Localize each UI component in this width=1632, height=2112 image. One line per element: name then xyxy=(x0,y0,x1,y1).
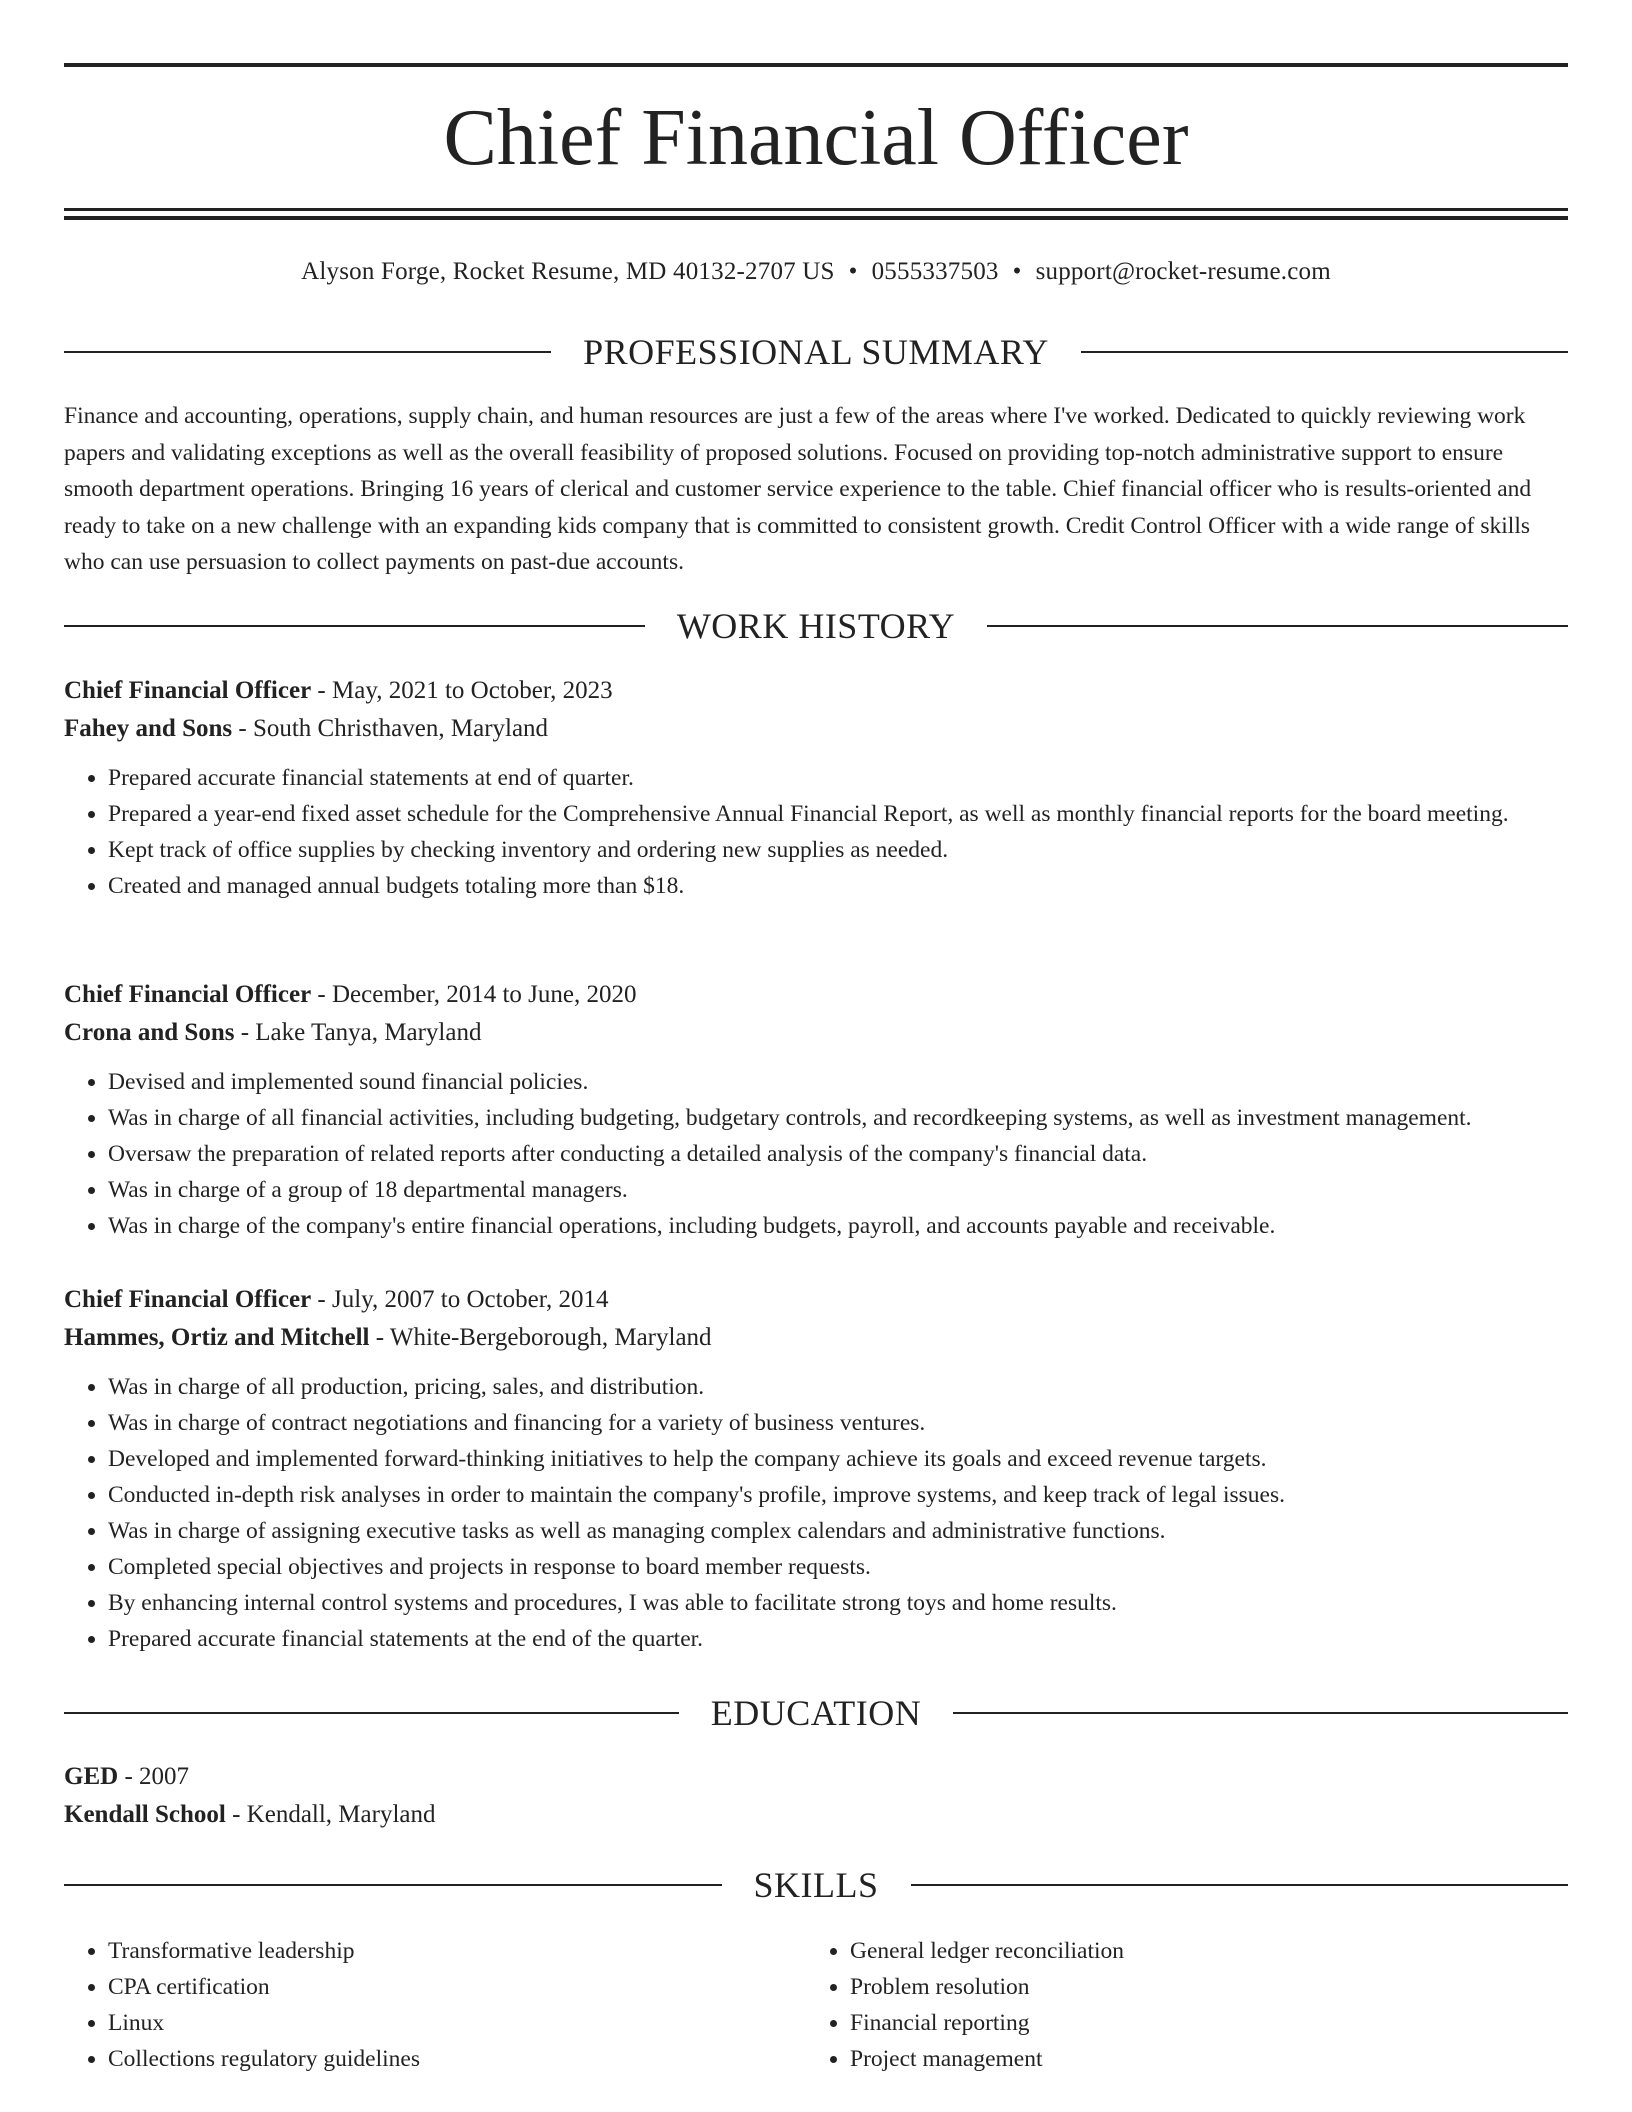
education-degree-line: GED - 2007 xyxy=(64,1763,190,1790)
job-role: Chief Financial Officer xyxy=(64,677,312,704)
job-company: Crona and Sons xyxy=(64,1019,235,1046)
job-dates: December, 2014 to June, 2020 xyxy=(332,981,637,1008)
divider-line xyxy=(64,1884,722,1886)
job-company-line: Hammes, Ortiz and Mitchell - White-Bergeborough, Maryland xyxy=(64,1324,712,1351)
skills-column-right xyxy=(806,1933,1548,2077)
skills-list xyxy=(64,1933,1568,2077)
job-bullet: • Devised and implemented sound financial policies. xyxy=(108,1064,1572,1100)
job-bullet: • Was in charge of all production, pricing, sales, and distribution. xyxy=(108,1369,1572,1405)
job-role: Chief Financial Officer xyxy=(64,1286,312,1313)
skill-item: • CPA certification xyxy=(108,1969,806,2005)
job-dates: May, 2021 to October, 2023 xyxy=(332,677,613,704)
job-entry-2 xyxy=(64,976,1572,1244)
section-title-education: EDUCATION xyxy=(710,1693,922,1733)
education-year: 2007 xyxy=(139,1763,190,1790)
job-bullet: • Was in charge of contract negotiations and financing for a variety of business ventures. xyxy=(108,1405,1572,1441)
job-bullet: • Prepared a year-end fixed asset schedule for the Comprehensive Annual Financial Report, as well as monthly financial reports for the board meeting. xyxy=(108,796,1572,832)
job-role: Chief Financial Officer xyxy=(64,981,312,1008)
contact-line xyxy=(64,252,1568,292)
title-double-rule xyxy=(64,208,1568,220)
job-bullets xyxy=(64,760,1572,904)
section-header-education xyxy=(64,1691,1568,1735)
contact-phone: 0555337503 xyxy=(871,258,999,285)
job-company-line: Crona and Sons - Lake Tanya, Maryland xyxy=(64,1019,482,1046)
section-title-skills: SKILLS xyxy=(753,1865,879,1905)
skill-item: • Problem resolution xyxy=(850,1969,1548,2005)
divider-line xyxy=(1081,351,1568,353)
job-bullets xyxy=(64,1369,1572,1657)
job-bullet: • Kept track of office supplies by checking inventory and ordering new supplies as needed. xyxy=(108,832,1572,868)
job-role-line: Chief Financial Officer - May, 2021 to October, 2023 xyxy=(64,677,613,704)
contact-separator: • xyxy=(848,258,858,285)
divider-line xyxy=(64,625,645,627)
job-bullet: • Completed special objectives and projects in response to board member requests. xyxy=(108,1549,1572,1585)
education-location: Kendall, Maryland xyxy=(246,1801,436,1828)
section-header-summary xyxy=(64,330,1568,374)
job-company-line: Fahey and Sons - South Christhaven, Maryland xyxy=(64,715,549,742)
job-bullet: • Was in charge of the company's entire financial operations, including budgets, payroll, and accounts payable and receivable. xyxy=(108,1208,1572,1244)
divider-line xyxy=(64,1712,679,1714)
education-degree: GED xyxy=(64,1763,119,1790)
divider-line xyxy=(911,1884,1569,1886)
skills-column-left xyxy=(64,1933,806,2077)
skill-item: • Linux xyxy=(108,2005,806,2041)
skill-item: • Project management xyxy=(850,2041,1548,2077)
section-header-work-history xyxy=(64,604,1568,648)
job-bullet: • By enhancing internal control systems and procedures, I was able to facilitate strong toys and home results. xyxy=(108,1585,1572,1621)
contact-separator: • xyxy=(1012,258,1022,285)
summary-text: Finance and accounting, operations, supply chain, and human resources are just a few of the areas where I've worked. Dedicated to quickly reviewing work papers and validating exceptions as well as the overall feasibility of proposed solutions. Focused on providing top-notch administrative support to ensure smooth department operations. Bringing 16 years of clerical and customer service experience to the table. Chief financial officer who is results-oriented and ready to take on a new challenge with an expanding kids company that is committed to consistent growth. Credit Control Officer with a wide range of skills who can use persuasion to collect payments on past-due accounts. xyxy=(64,403,1532,575)
contact-address: Alyson Forge, Rocket Resume, MD 40132-2707 US xyxy=(301,258,835,285)
section-title-summary: PROFESSIONAL SUMMARY xyxy=(583,332,1049,372)
job-company: Hammes, Ortiz and Mitchell xyxy=(64,1324,370,1351)
job-dates: July, 2007 to October, 2014 xyxy=(332,1286,609,1313)
skill-item: • General ledger reconciliation xyxy=(850,1933,1548,1969)
job-bullet: • Conducted in-depth risk analyses in order to maintain the company's profile, improve systems, and keep track of legal issues. xyxy=(108,1477,1572,1513)
job-bullet: • Created and managed annual budgets totaling more than $18. xyxy=(108,868,1572,904)
job-bullets xyxy=(64,1064,1572,1244)
job-location: South Christhaven, Maryland xyxy=(252,715,549,742)
education-school: Kendall School xyxy=(64,1801,226,1828)
job-location: White-Bergeborough, Maryland xyxy=(389,1324,712,1351)
resume-title: Chief Financial Officer xyxy=(443,94,1189,182)
top-rule xyxy=(64,63,1568,67)
job-bullet: • Prepared accurate financial statements at the end of the quarter. xyxy=(108,1621,1572,1657)
skill-item: • Financial reporting xyxy=(850,2005,1548,2041)
job-role-line: Chief Financial Officer - December, 2014 to June, 2020 xyxy=(64,981,637,1008)
job-bullet: • Was in charge of a group of 18 departmental managers. xyxy=(108,1172,1572,1208)
section-header-skills xyxy=(64,1863,1568,1907)
job-entry-1 xyxy=(64,672,1572,904)
job-bullet: • Was in charge of assigning executive tasks as well as managing complex calendars and administrative functions. xyxy=(108,1513,1572,1549)
education-entry xyxy=(64,1758,1572,1834)
skill-item: • Collections regulatory guidelines xyxy=(108,2041,806,2077)
divider-line xyxy=(987,625,1568,627)
contact-email: support@rocket-resume.com xyxy=(1035,258,1331,285)
section-title-work-history: WORK HISTORY xyxy=(676,606,956,646)
education-school-line: Kendall School - Kendall, Maryland xyxy=(64,1801,436,1828)
skill-item: • Transformative leadership xyxy=(108,1933,806,1969)
job-location: Lake Tanya, Maryland xyxy=(255,1019,482,1046)
job-entry-3 xyxy=(64,1281,1572,1657)
job-role-line: Chief Financial Officer - July, 2007 to October, 2014 xyxy=(64,1286,609,1313)
job-bullet: • Was in charge of all financial activities, including budgeting, budgetary controls, and recordkeeping systems, as well as investment management. xyxy=(108,1100,1572,1136)
job-bullet: • Prepared accurate financial statements at end of quarter. xyxy=(108,760,1572,796)
job-bullet: • Developed and implemented forward-thinking initiatives to help the company achieve its goals and exceed revenue targets. xyxy=(108,1441,1572,1477)
divider-line xyxy=(953,1712,1568,1714)
job-bullet: • Oversaw the preparation of related reports after conducting a detailed analysis of the company's financial data. xyxy=(108,1136,1572,1172)
divider-line xyxy=(64,351,551,353)
job-company: Fahey and Sons xyxy=(64,715,233,742)
